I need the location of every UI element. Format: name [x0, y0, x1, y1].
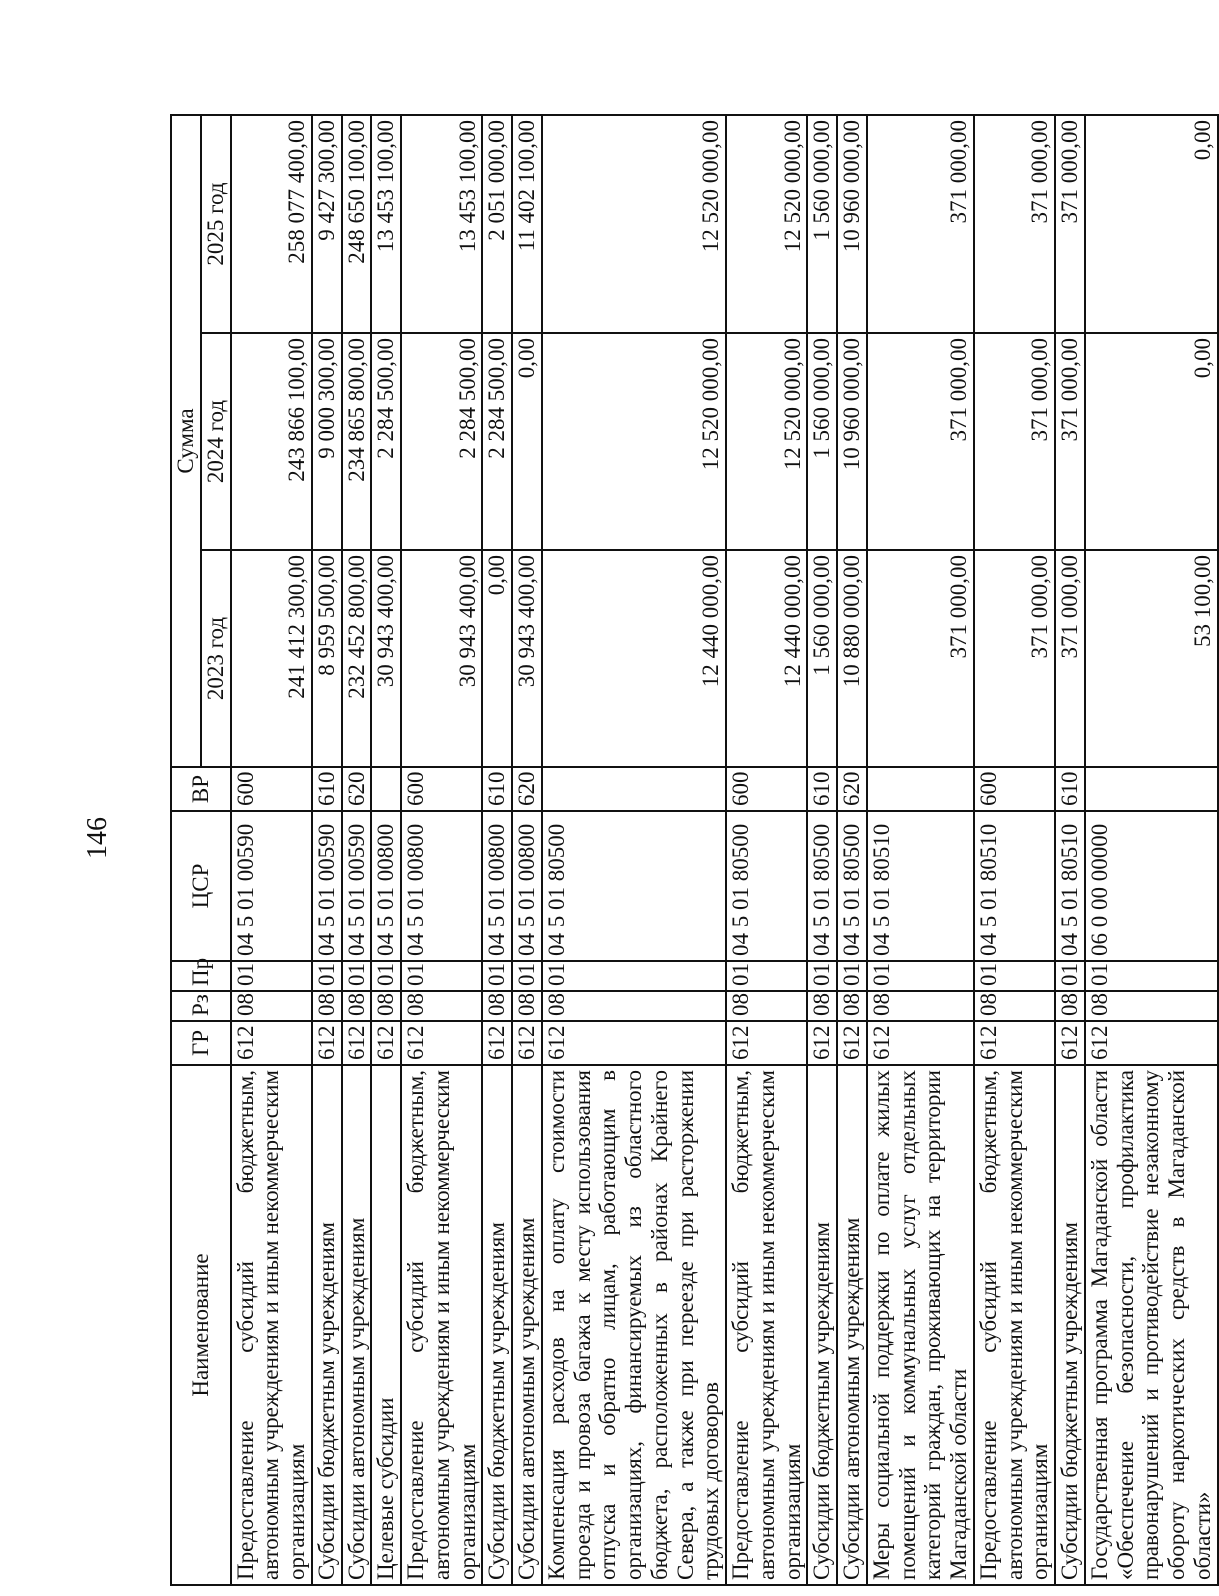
cell-amount-2024: 234 865 800,00	[342, 333, 372, 550]
cell-amount-2023: 30 943 400,00	[401, 550, 482, 767]
header-year-2025: 2025 год	[201, 115, 231, 333]
cell-gr: 612	[342, 1021, 372, 1065]
cell-amount-2023: 0,00	[482, 550, 512, 767]
cell-csr: 04 5 01 00590	[312, 811, 342, 961]
cell-pr: 01	[1085, 961, 1218, 991]
cell-amount-2023: 8 959 500,00	[312, 550, 342, 767]
cell-amount-2023: 232 452 800,00	[342, 550, 372, 767]
cell-rz: 08	[371, 991, 401, 1021]
cell-amount-2024: 12 520 000,00	[542, 333, 726, 550]
cell-pr: 01	[342, 961, 372, 991]
cell-amount-2023: 1 560 000,00	[807, 550, 837, 767]
cell-rz: 08	[807, 991, 837, 1021]
cell-amount-2024: 0,00	[1085, 333, 1218, 550]
cell-gr: 612	[401, 1021, 482, 1065]
table-row	[371, 115, 401, 1585]
cell-amount-2023: 241 412 300,00	[231, 550, 312, 767]
cell-gr: 612	[542, 1021, 726, 1065]
cell-pr: 01	[807, 961, 837, 991]
cell-csr: 04 5 01 80500	[837, 811, 867, 961]
cell-amount-2025: 13 453 100,00	[371, 115, 401, 333]
table-row	[974, 115, 1055, 1585]
cell-gr: 612	[371, 1021, 401, 1065]
cell-csr: 04 5 01 00800	[401, 811, 482, 961]
cell-name: Компенсация расходов на оплату стоимости проезда и провоза багажа к месту использования отпуска и обратно лицам, работающим в организациях, финансируемых из областного бюджета, расположенных в районах Крайнего Севера, а также при переезде при расторжении трудовых договоров	[542, 1065, 726, 1585]
cell-amount-2025: 12 520 000,00	[542, 115, 726, 333]
cell-gr: 612	[726, 1021, 807, 1065]
cell-amount-2025: 13 453 100,00	[401, 115, 482, 333]
cell-amount-2024: 10 960 000,00	[837, 333, 867, 550]
table-header	[171, 115, 231, 1585]
cell-csr: 04 5 01 80510	[1055, 811, 1085, 961]
cell-pr: 01	[974, 961, 1055, 991]
cell-rz: 08	[726, 991, 807, 1021]
cell-amount-2023: 12 440 000,00	[542, 550, 726, 767]
cell-name: Субсидии бюджетным учреждениям	[312, 1065, 342, 1585]
cell-csr: 04 5 01 80500	[542, 811, 726, 961]
cell-amount-2025: 248 650 100,00	[342, 115, 372, 333]
cell-pr: 01	[312, 961, 342, 991]
cell-csr: 04 5 01 00800	[482, 811, 512, 961]
page-number: 146	[82, 817, 113, 859]
cell-csr: 04 5 01 00800	[512, 811, 542, 961]
cell-amount-2025: 371 000,00	[974, 115, 1055, 333]
table-row	[342, 115, 372, 1585]
cell-pr: 01	[512, 961, 542, 991]
cell-csr: 04 5 01 80500	[726, 811, 807, 961]
budget-table	[170, 114, 1219, 1586]
cell-gr: 612	[231, 1021, 312, 1065]
cell-amount-2023: 30 943 400,00	[512, 550, 542, 767]
table-row	[231, 115, 312, 1585]
table-row	[401, 115, 482, 1585]
cell-amount-2024: 371 000,00	[1055, 333, 1085, 550]
cell-vr	[1085, 767, 1218, 811]
cell-pr: 01	[726, 961, 807, 991]
table-row	[726, 115, 807, 1585]
cell-amount-2025: 2 051 000,00	[482, 115, 512, 333]
cell-amount-2024: 2 284 500,00	[401, 333, 482, 550]
cell-name: Государственная программа Магаданской области «Обеспечение безопасности, профилактика правонарушений и противодействие незаконному обороту наркотических средств в Магаданской области»	[1085, 1065, 1218, 1585]
cell-rz: 08	[231, 991, 312, 1021]
cell-rz: 08	[482, 991, 512, 1021]
cell-vr	[542, 767, 726, 811]
cell-vr: 610	[1055, 767, 1085, 811]
cell-csr: 04 5 01 80510	[867, 811, 974, 961]
header-csr: ЦСР	[171, 811, 231, 961]
rotated-table-container	[170, 116, 1215, 1586]
header-pr: Пр	[171, 961, 231, 991]
cell-rz: 08	[837, 991, 867, 1021]
cell-vr: 610	[312, 767, 342, 811]
cell-gr: 612	[482, 1021, 512, 1065]
cell-csr: 04 5 01 00800	[371, 811, 401, 961]
cell-vr: 620	[512, 767, 542, 811]
cell-name: Целевые субсидии	[371, 1065, 401, 1585]
cell-vr: 600	[974, 767, 1055, 811]
header-name: Наименование	[171, 1065, 231, 1585]
cell-amount-2023: 371 000,00	[867, 550, 974, 767]
cell-amount-2024: 2 284 500,00	[371, 333, 401, 550]
table-row	[1085, 115, 1218, 1585]
table-row	[837, 115, 867, 1585]
cell-vr: 600	[401, 767, 482, 811]
cell-rz: 08	[1085, 991, 1218, 1021]
cell-amount-2023: 12 440 000,00	[726, 550, 807, 767]
cell-rz: 08	[401, 991, 482, 1021]
header-year-2023: 2023 год	[201, 550, 231, 767]
cell-rz: 08	[1055, 991, 1085, 1021]
table-row	[1055, 115, 1085, 1585]
cell-name: Субсидии бюджетным учреждениям	[482, 1065, 512, 1585]
cell-amount-2024: 371 000,00	[974, 333, 1055, 550]
cell-name: Субсидии бюджетным учреждениям	[1055, 1065, 1085, 1585]
cell-amount-2023: 53 100,00	[1085, 550, 1218, 767]
cell-amount-2025: 0,00	[1085, 115, 1218, 333]
table-body	[231, 115, 1218, 1585]
cell-amount-2023: 30 943 400,00	[371, 550, 401, 767]
table-row	[807, 115, 837, 1585]
cell-rz: 08	[312, 991, 342, 1021]
cell-name: Субсидии бюджетным учреждениям	[807, 1065, 837, 1585]
cell-amount-2023: 371 000,00	[1055, 550, 1085, 767]
cell-rz: 08	[342, 991, 372, 1021]
cell-amount-2023: 10 880 000,00	[837, 550, 867, 767]
header-sum: Сумма	[171, 115, 201, 767]
cell-name: Предоставление субсидий бюджетным, автономным учреждениям и иным некоммерческим организациям	[231, 1065, 312, 1585]
cell-gr: 612	[807, 1021, 837, 1065]
cell-pr: 01	[401, 961, 482, 991]
header-vr: ВР	[171, 767, 231, 811]
cell-rz: 08	[974, 991, 1055, 1021]
cell-name: Субсидии автономным учреждениям	[512, 1065, 542, 1585]
cell-rz: 08	[542, 991, 726, 1021]
cell-gr: 612	[867, 1021, 974, 1065]
cell-vr: 610	[482, 767, 512, 811]
cell-csr: 04 5 01 00590	[231, 811, 312, 961]
cell-csr: 04 5 01 80510	[974, 811, 1055, 961]
cell-name: Субсидии автономным учреждениям	[837, 1065, 867, 1585]
cell-amount-2025: 1 560 000,00	[807, 115, 837, 333]
cell-name: Предоставление субсидий бюджетным, автономным учреждениям и иным некоммерческим организациям	[974, 1065, 1055, 1585]
cell-pr: 01	[482, 961, 512, 991]
cell-rz: 08	[512, 991, 542, 1021]
cell-vr	[867, 767, 974, 811]
table-row	[312, 115, 342, 1585]
table-row	[512, 115, 542, 1585]
table-row	[867, 115, 974, 1585]
cell-vr	[371, 767, 401, 811]
cell-amount-2024: 371 000,00	[867, 333, 974, 550]
cell-pr: 01	[1055, 961, 1085, 991]
cell-gr: 612	[837, 1021, 867, 1065]
cell-amount-2024: 0,00	[512, 333, 542, 550]
cell-name: Предоставление субсидий бюджетным, автономным учреждениям и иным некоммерческим организациям	[401, 1065, 482, 1585]
header-year-2024: 2024 год	[201, 333, 231, 550]
table-row	[542, 115, 726, 1585]
cell-pr: 01	[542, 961, 726, 991]
header-rz: Рз	[171, 991, 231, 1021]
cell-amount-2024: 1 560 000,00	[807, 333, 837, 550]
cell-amount-2025: 11 402 100,00	[512, 115, 542, 333]
cell-name: Предоставление субсидий бюджетным, автономным учреждениям и иным некоммерческим организациям	[726, 1065, 807, 1585]
cell-amount-2024: 12 520 000,00	[726, 333, 807, 550]
table-row	[482, 115, 512, 1585]
cell-vr: 620	[837, 767, 867, 811]
cell-csr: 06 0 00 00000	[1085, 811, 1218, 961]
cell-amount-2025: 10 960 000,00	[837, 115, 867, 333]
cell-gr: 612	[312, 1021, 342, 1065]
header-gr: ГР	[171, 1021, 231, 1065]
cell-csr: 04 5 01 80500	[807, 811, 837, 961]
cell-vr: 610	[807, 767, 837, 811]
cell-gr: 612	[1055, 1021, 1085, 1065]
cell-vr: 600	[726, 767, 807, 811]
cell-amount-2025: 371 000,00	[867, 115, 974, 333]
cell-name: Меры социальной поддержки по оплате жилых помещений и коммунальных услуг отдельных категорий граждан, проживающих на территории Магаданской области	[867, 1065, 974, 1585]
cell-pr: 01	[867, 961, 974, 991]
cell-vr: 600	[231, 767, 312, 811]
cell-amount-2024: 2 284 500,00	[482, 333, 512, 550]
cell-name: Субсидии автономным учреждениям	[342, 1065, 372, 1585]
cell-amount-2025: 258 077 400,00	[231, 115, 312, 333]
cell-pr: 01	[837, 961, 867, 991]
cell-pr: 01	[231, 961, 312, 991]
cell-pr: 01	[371, 961, 401, 991]
cell-amount-2025: 9 427 300,00	[312, 115, 342, 333]
cell-amount-2025: 371 000,00	[1055, 115, 1085, 333]
cell-vr: 620	[342, 767, 372, 811]
cell-rz: 08	[867, 991, 974, 1021]
cell-gr: 612	[512, 1021, 542, 1065]
cell-amount-2023: 371 000,00	[974, 550, 1055, 767]
cell-amount-2024: 243 866 100,00	[231, 333, 312, 550]
cell-csr: 04 5 01 00590	[342, 811, 372, 961]
cell-amount-2024: 9 000 300,00	[312, 333, 342, 550]
cell-gr: 612	[974, 1021, 1055, 1065]
cell-gr: 612	[1085, 1021, 1218, 1065]
cell-amount-2025: 12 520 000,00	[726, 115, 807, 333]
